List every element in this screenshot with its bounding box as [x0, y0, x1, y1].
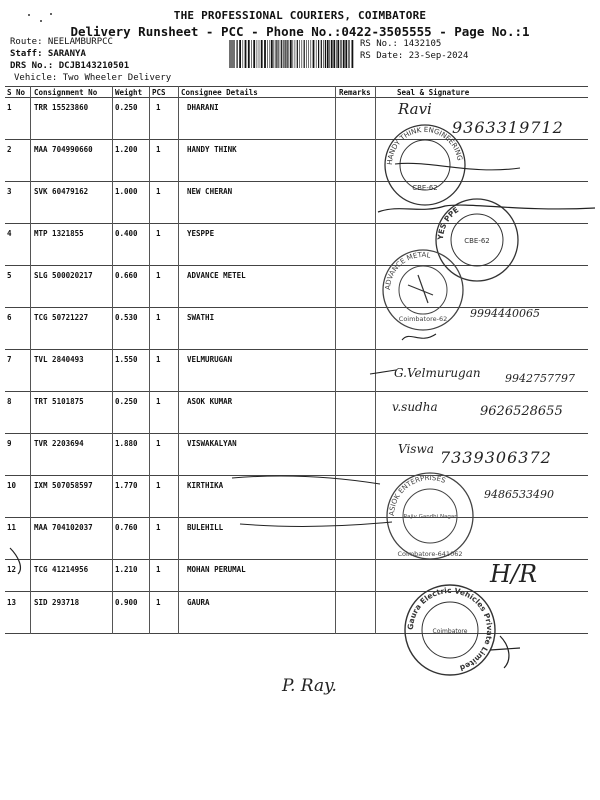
signature-name: Viswa — [398, 442, 434, 456]
row-weight: 0.250 — [115, 103, 138, 112]
row-sno: 3 — [7, 187, 12, 196]
row-pcs: 1 — [156, 481, 161, 490]
row-sno: 10 — [7, 481, 17, 490]
rs-date: RS Date: 23-Sep-2024 — [360, 51, 469, 61]
row-weight: 1.210 — [115, 565, 138, 574]
row-consignee: NEW CHERAN — [187, 187, 233, 196]
row-consignment: TCG 50721227 — [34, 313, 89, 322]
seal-text: ASIOK ENTERPRISES — [387, 473, 447, 517]
row-consignee: KIRTHIKA — [187, 481, 224, 490]
row-pcs: 1 — [156, 523, 161, 532]
row-weight: 0.250 — [115, 397, 138, 406]
signature-mark: H/R — [490, 560, 538, 588]
row-weight: 1.770 — [115, 481, 138, 490]
seal-city: Coimbatore-62 — [398, 315, 448, 323]
row-weight: 1.000 — [115, 187, 138, 196]
col-header-pcs: PCS — [152, 88, 166, 97]
seal-city: CBE-62 — [464, 237, 490, 245]
row-consignment: MAA 704102037 — [34, 523, 93, 532]
signature-phone: 7339306372 — [440, 448, 552, 467]
row-pcs: 1 — [156, 355, 161, 364]
signature-phone: 9626528655 — [480, 404, 563, 419]
row-consignee: YESPPE — [187, 229, 215, 238]
row-consignment: SID 293718 — [34, 598, 80, 607]
seal-text: YES PPE — [435, 205, 461, 241]
row-consignment: TVR 2203694 — [34, 439, 84, 448]
rs-number: RS No.: 1432105 — [360, 39, 442, 49]
runsheet-title: Delivery Runsheet - PCC - Phone No.:0422-3505555 - Page No.:1 — [70, 24, 530, 39]
row-weight: 1.550 — [115, 355, 138, 364]
row-sno: 9 — [7, 439, 12, 448]
signature-name: Ravi — [398, 100, 432, 118]
row-consignee: GAURA — [187, 598, 210, 607]
row-pcs: 1 — [156, 145, 161, 154]
row-sno: 12 — [7, 565, 17, 574]
col-header-seal: Seal & Signature — [397, 88, 470, 97]
seal-city: Coimbatore — [432, 628, 468, 635]
row-consignment: TVL 2840493 — [34, 355, 84, 364]
col-header-sno: S No — [7, 88, 26, 97]
row-weight: 0.900 — [115, 598, 138, 607]
row-weight: 1.200 — [115, 145, 138, 154]
row-consignee: DHARANI — [187, 103, 219, 112]
row-pcs: 1 — [156, 598, 161, 607]
row-sno: 5 — [7, 271, 12, 280]
row-sno: 13 — [7, 598, 17, 607]
vehicle-label: Vehicle: Two Wheeler Delivery — [14, 73, 172, 83]
col-header-consignment: Consignment No — [34, 88, 98, 97]
row-pcs: 1 — [156, 229, 161, 238]
signature-phone: 9994440065 — [470, 307, 540, 320]
col-header-consignee: Consignee Details — [181, 88, 258, 97]
row-pcs: 1 — [156, 187, 161, 196]
drs-number: DRS No.: DCJB143210501 — [10, 61, 130, 71]
row-consignment: MAA 704990660 — [34, 145, 93, 154]
row-weight: 0.530 — [115, 313, 138, 322]
row-consignee: BULEHILL — [187, 523, 224, 532]
row-pcs: 1 — [156, 103, 161, 112]
row-consignment: SVK 60479162 — [34, 187, 89, 196]
row-consignee: ASOK KUMAR — [187, 397, 233, 406]
row-consignment: MTP 1321855 — [34, 229, 84, 238]
company-title: THE PROFESSIONAL COURIERS, COIMBATORE — [173, 9, 427, 22]
row-pcs: 1 — [156, 271, 161, 280]
row-pcs: 1 — [156, 565, 161, 574]
row-sno: 4 — [7, 229, 12, 238]
row-pcs: 1 — [156, 439, 161, 448]
seal-city: CBE-62 — [412, 184, 438, 192]
row-sno: 1 — [7, 103, 12, 112]
row-sno: 2 — [7, 145, 12, 154]
row-consignment: SLG 500020217 — [34, 271, 93, 280]
signature-phone: 9486533490 — [484, 488, 554, 501]
row-consignment: TCG 41214956 — [34, 565, 89, 574]
row-sno: 11 — [7, 523, 17, 532]
col-header-weight: Weight — [115, 88, 143, 97]
staff-label: Staff: SARANYA — [10, 49, 86, 59]
row-pcs: 1 — [156, 397, 161, 406]
row-consignee: VELMURUGAN — [187, 355, 233, 364]
signature-name: v.sudha — [392, 400, 438, 414]
row-consignee: ADVANCE METEL — [187, 271, 246, 280]
seal-text: ADVANCE METAL — [383, 250, 432, 291]
col-header-remarks: Remarks — [339, 88, 371, 97]
signature-phone: 9363319712 — [452, 118, 564, 137]
footer-signature: P. Ray. — [282, 676, 337, 696]
seal-text: Gaura Electric Vehicles Private Limited — [405, 585, 495, 673]
row-sno: 7 — [7, 355, 12, 364]
signature-name: G.Velmurugan — [394, 366, 481, 380]
row-pcs: 1 — [156, 313, 161, 322]
seal-city: Coimbatore-641062 — [397, 550, 463, 558]
row-consignee: HANDY THINK — [187, 145, 237, 154]
row-consignee: SWATHI — [187, 313, 215, 322]
row-sno: 8 — [7, 397, 12, 406]
seal-middle: Rajiv Gandhi Nagar — [403, 514, 457, 520]
row-consignee: VISWAKALYAN — [187, 439, 237, 448]
row-consignment: TRT 5101875 — [34, 397, 84, 406]
row-weight: 0.660 — [115, 271, 138, 280]
signature-phone: 9942757797 — [505, 372, 575, 385]
row-consignee: MOHAN PERUMAL — [187, 565, 246, 574]
row-consignment: TRR 15523860 — [34, 103, 89, 112]
row-weight: 1.880 — [115, 439, 138, 448]
row-sno: 6 — [7, 313, 12, 322]
row-weight: 0.400 — [115, 229, 138, 238]
row-weight: 0.760 — [115, 523, 138, 532]
seal-text: HANDY THINK ENGINEERING — [385, 125, 464, 166]
row-consignment: IXM 507058597 — [34, 481, 93, 490]
route-label: Route: NEELAMBURPCC — [10, 37, 113, 47]
